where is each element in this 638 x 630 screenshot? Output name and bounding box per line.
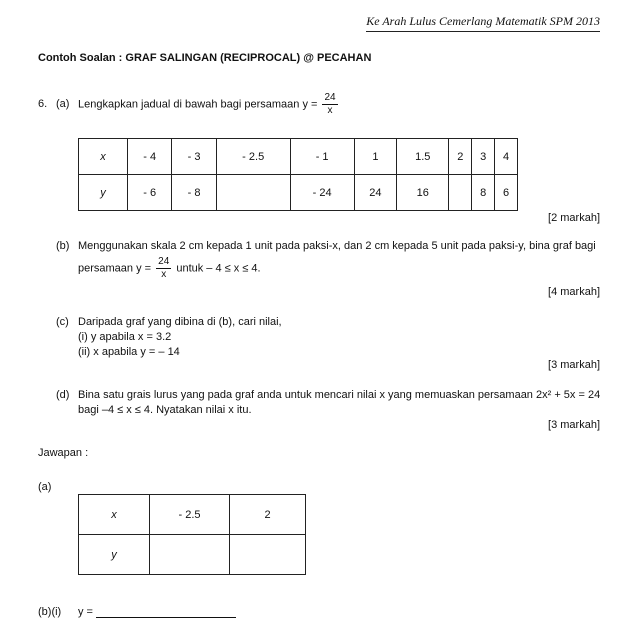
- table-row-y: [79, 175, 518, 211]
- table-cell: - 3: [172, 139, 216, 175]
- part-c-marks: [3 markah]: [548, 359, 600, 371]
- answer-bi-blank[interactable]: [96, 607, 236, 618]
- table-cell-blank[interactable]: [449, 175, 472, 211]
- table-header-y: y: [79, 175, 128, 211]
- table-cell: 4: [495, 139, 518, 175]
- section-title: Contoh Soalan : GRAF SALINGAN (RECIPROCAL) @ PECAHAN: [38, 52, 372, 64]
- table-cell: - 8: [172, 175, 216, 211]
- part-c-label: (c): [56, 316, 69, 328]
- part-a-instruction: Lengkapkan jadual di bawah bagi persamaan y =: [78, 98, 318, 111]
- question-table: [78, 138, 518, 211]
- part-b-label: (b): [56, 240, 70, 252]
- answer-bi-label: (b)(i): [38, 606, 62, 618]
- part-a-label: (a): [56, 98, 70, 110]
- table-cell: 24: [354, 175, 396, 211]
- fraction-numerator: 24: [324, 92, 336, 103]
- answer-input-cell[interactable]: [230, 535, 306, 575]
- part-d-marks: [3 markah]: [548, 419, 600, 431]
- fraction-denominator: x: [161, 269, 167, 280]
- question-number: 6.: [38, 98, 48, 110]
- part-d-label: (d): [56, 389, 70, 401]
- answer-cell: - 2.5: [150, 495, 230, 535]
- part-c-line3: (ii) x apabila y = – 14: [78, 346, 180, 358]
- table-cell: 3: [472, 139, 495, 175]
- part-b-line2: [78, 256, 261, 281]
- table-cell: 6: [495, 175, 518, 211]
- table-header-x: x: [79, 139, 128, 175]
- page-header: Ke Arah Lulus Cemerlang Matematik SPM 2013: [366, 14, 600, 32]
- part-c-line2: (i) y apabila x = 3.2: [78, 331, 172, 343]
- answer-a-label: (a): [38, 481, 52, 493]
- part-b-prefix: persamaan y =: [78, 262, 152, 275]
- table-cell: - 4: [128, 139, 172, 175]
- table-row-x: [79, 139, 518, 175]
- fraction-numerator: 24: [158, 256, 170, 267]
- answer-header-y: y: [79, 535, 150, 575]
- table-cell: - 24: [290, 175, 354, 211]
- fraction-24-over-x: [156, 256, 171, 281]
- fraction-24-over-x: [322, 92, 337, 117]
- part-b-line1: Menggunakan skala 2 cm kepada 1 unit pada paksi-x, dan 2 cm kepada 5 unit pada paksi-y, bina graf bagi: [78, 240, 596, 252]
- table-cell: 1.5: [397, 139, 449, 175]
- part-c-line1: Daripada graf yang dibina di (b), cari nilai,: [78, 316, 282, 328]
- answer-header-x: x: [79, 495, 150, 535]
- answer-row-x: [79, 495, 306, 535]
- part-b-suffix: untuk – 4 ≤ x ≤ 4.: [176, 262, 261, 275]
- answer-table: [78, 494, 306, 575]
- answer-row-y: [79, 535, 306, 575]
- part-d-line1: Bina satu grais lurus yang pada graf anda untuk mencari nilai x yang memuaskan persamaan 2x² + 5x = 24: [78, 389, 601, 401]
- answer-bi-text: y =: [78, 606, 93, 618]
- table-cell: - 6: [128, 175, 172, 211]
- table-cell-blank[interactable]: [216, 175, 290, 211]
- table-cell: 8: [472, 175, 495, 211]
- answer-cell: 2: [230, 495, 306, 535]
- answer-bi-row: [78, 606, 236, 618]
- answer-title: Jawapan :: [38, 447, 89, 459]
- table-cell: 16: [397, 175, 449, 211]
- table-cell: 1: [354, 139, 396, 175]
- part-a-marks: [2 markah]: [548, 212, 600, 224]
- part-b-marks: [4 markah]: [548, 286, 600, 298]
- answer-input-cell[interactable]: [150, 535, 230, 575]
- table-cell: 2: [449, 139, 472, 175]
- table-cell: - 1: [290, 139, 354, 175]
- fraction-denominator: x: [327, 105, 333, 116]
- table-cell: - 2.5: [216, 139, 290, 175]
- part-d-line2: bagi –4 ≤ x ≤ 4. Nyatakan nilai x itu.: [78, 404, 252, 416]
- part-a-text: [78, 92, 340, 117]
